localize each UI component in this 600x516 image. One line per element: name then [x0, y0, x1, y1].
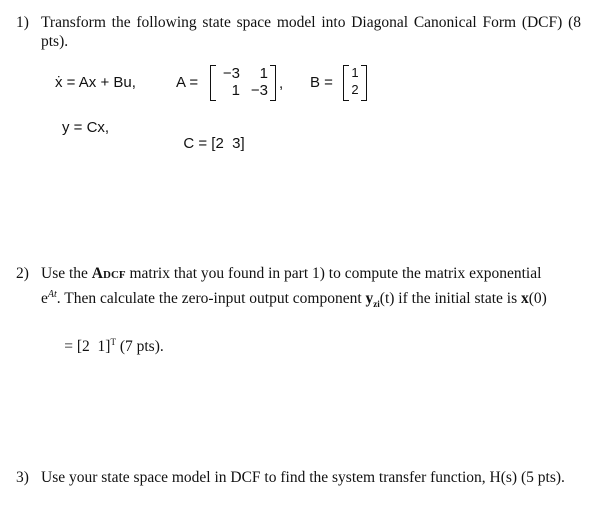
- a-matrix: [210, 65, 276, 99]
- q2-line3-b: (7 pts).: [119, 338, 164, 356]
- question-2-line-3: [41, 314, 581, 375]
- question-1: [16, 13, 581, 53]
- a-matrix-r1c2: 1: [259, 65, 268, 82]
- a-matrix-right-bracket: [270, 65, 276, 101]
- question-2-number: 2): [16, 265, 29, 282]
- question-3-number: 3): [16, 469, 29, 486]
- b-matrix: [343, 65, 367, 99]
- q2-line2: . Then calculate the zero-input output component: [56, 290, 362, 308]
- question-1-text: Transform the following state space model into Diagonal Canonical Form (DCF) (8 pts).: [41, 14, 581, 50]
- a-dcf-symbol-main: A: [91, 265, 103, 282]
- matrix-exponential: [41, 290, 57, 307]
- a-matrix-r2c2: −3: [250, 82, 268, 99]
- b-matrix-right-bracket: [361, 65, 367, 101]
- exp-superscript: At: [47, 289, 57, 300]
- a-matrix-suffix: ,: [279, 75, 284, 92]
- q2-line2-b: (t) if the initial state is: [379, 290, 518, 308]
- b-matrix-r1: 1: [351, 65, 359, 80]
- exp-base: e: [41, 290, 48, 308]
- output-equation: [62, 120, 109, 136]
- y-zi-symbol: [365, 290, 380, 310]
- q2-line1-b: matrix that you found in part 1) to compute the matrix exponential: [129, 265, 542, 282]
- b-label: B =: [310, 74, 333, 91]
- y-symbol: y: [365, 290, 374, 308]
- question-2: [16, 264, 576, 356]
- a-label: A =: [176, 74, 199, 91]
- question-2-text: [41, 264, 581, 375]
- a-matrix-r2c1: 1: [231, 82, 240, 99]
- a-matrix-r1c1: −3: [222, 65, 240, 82]
- b-matrix-r2: 2: [351, 82, 359, 97]
- y-zi-subscript: zi: [373, 299, 380, 310]
- a-dcf-symbol: [92, 265, 126, 282]
- a-matrix-definition: [176, 75, 198, 91]
- q2-line1-a: Use the: [41, 265, 88, 282]
- question-2-line-2: [41, 285, 581, 314]
- x-symbol: x: [521, 290, 529, 308]
- b-matrix-definition: [310, 75, 333, 91]
- question-3: [16, 468, 576, 508]
- question-3-text: Use your state space model in DCF to find the system transfer function, H(s) (5 pts).: [41, 469, 565, 486]
- output-equation-text: y = Cx,: [62, 119, 110, 136]
- a-matrix-left-bracket: [210, 65, 216, 101]
- q2-line2-c: (0): [528, 290, 547, 308]
- a-dcf-subscript: DCF: [103, 269, 126, 281]
- state-equation-text: ẋ = Ax + Bu,: [55, 74, 136, 91]
- state-equation: [55, 75, 136, 91]
- c-matrix-definition: [175, 120, 245, 152]
- question-1-number: 1): [16, 14, 29, 31]
- question-2-line-1: [41, 264, 581, 285]
- q2-line3-superscript: T: [110, 337, 116, 348]
- c-matrix-text: C = [2 3]: [183, 135, 245, 152]
- q2-line3: = [2 1]: [64, 338, 111, 356]
